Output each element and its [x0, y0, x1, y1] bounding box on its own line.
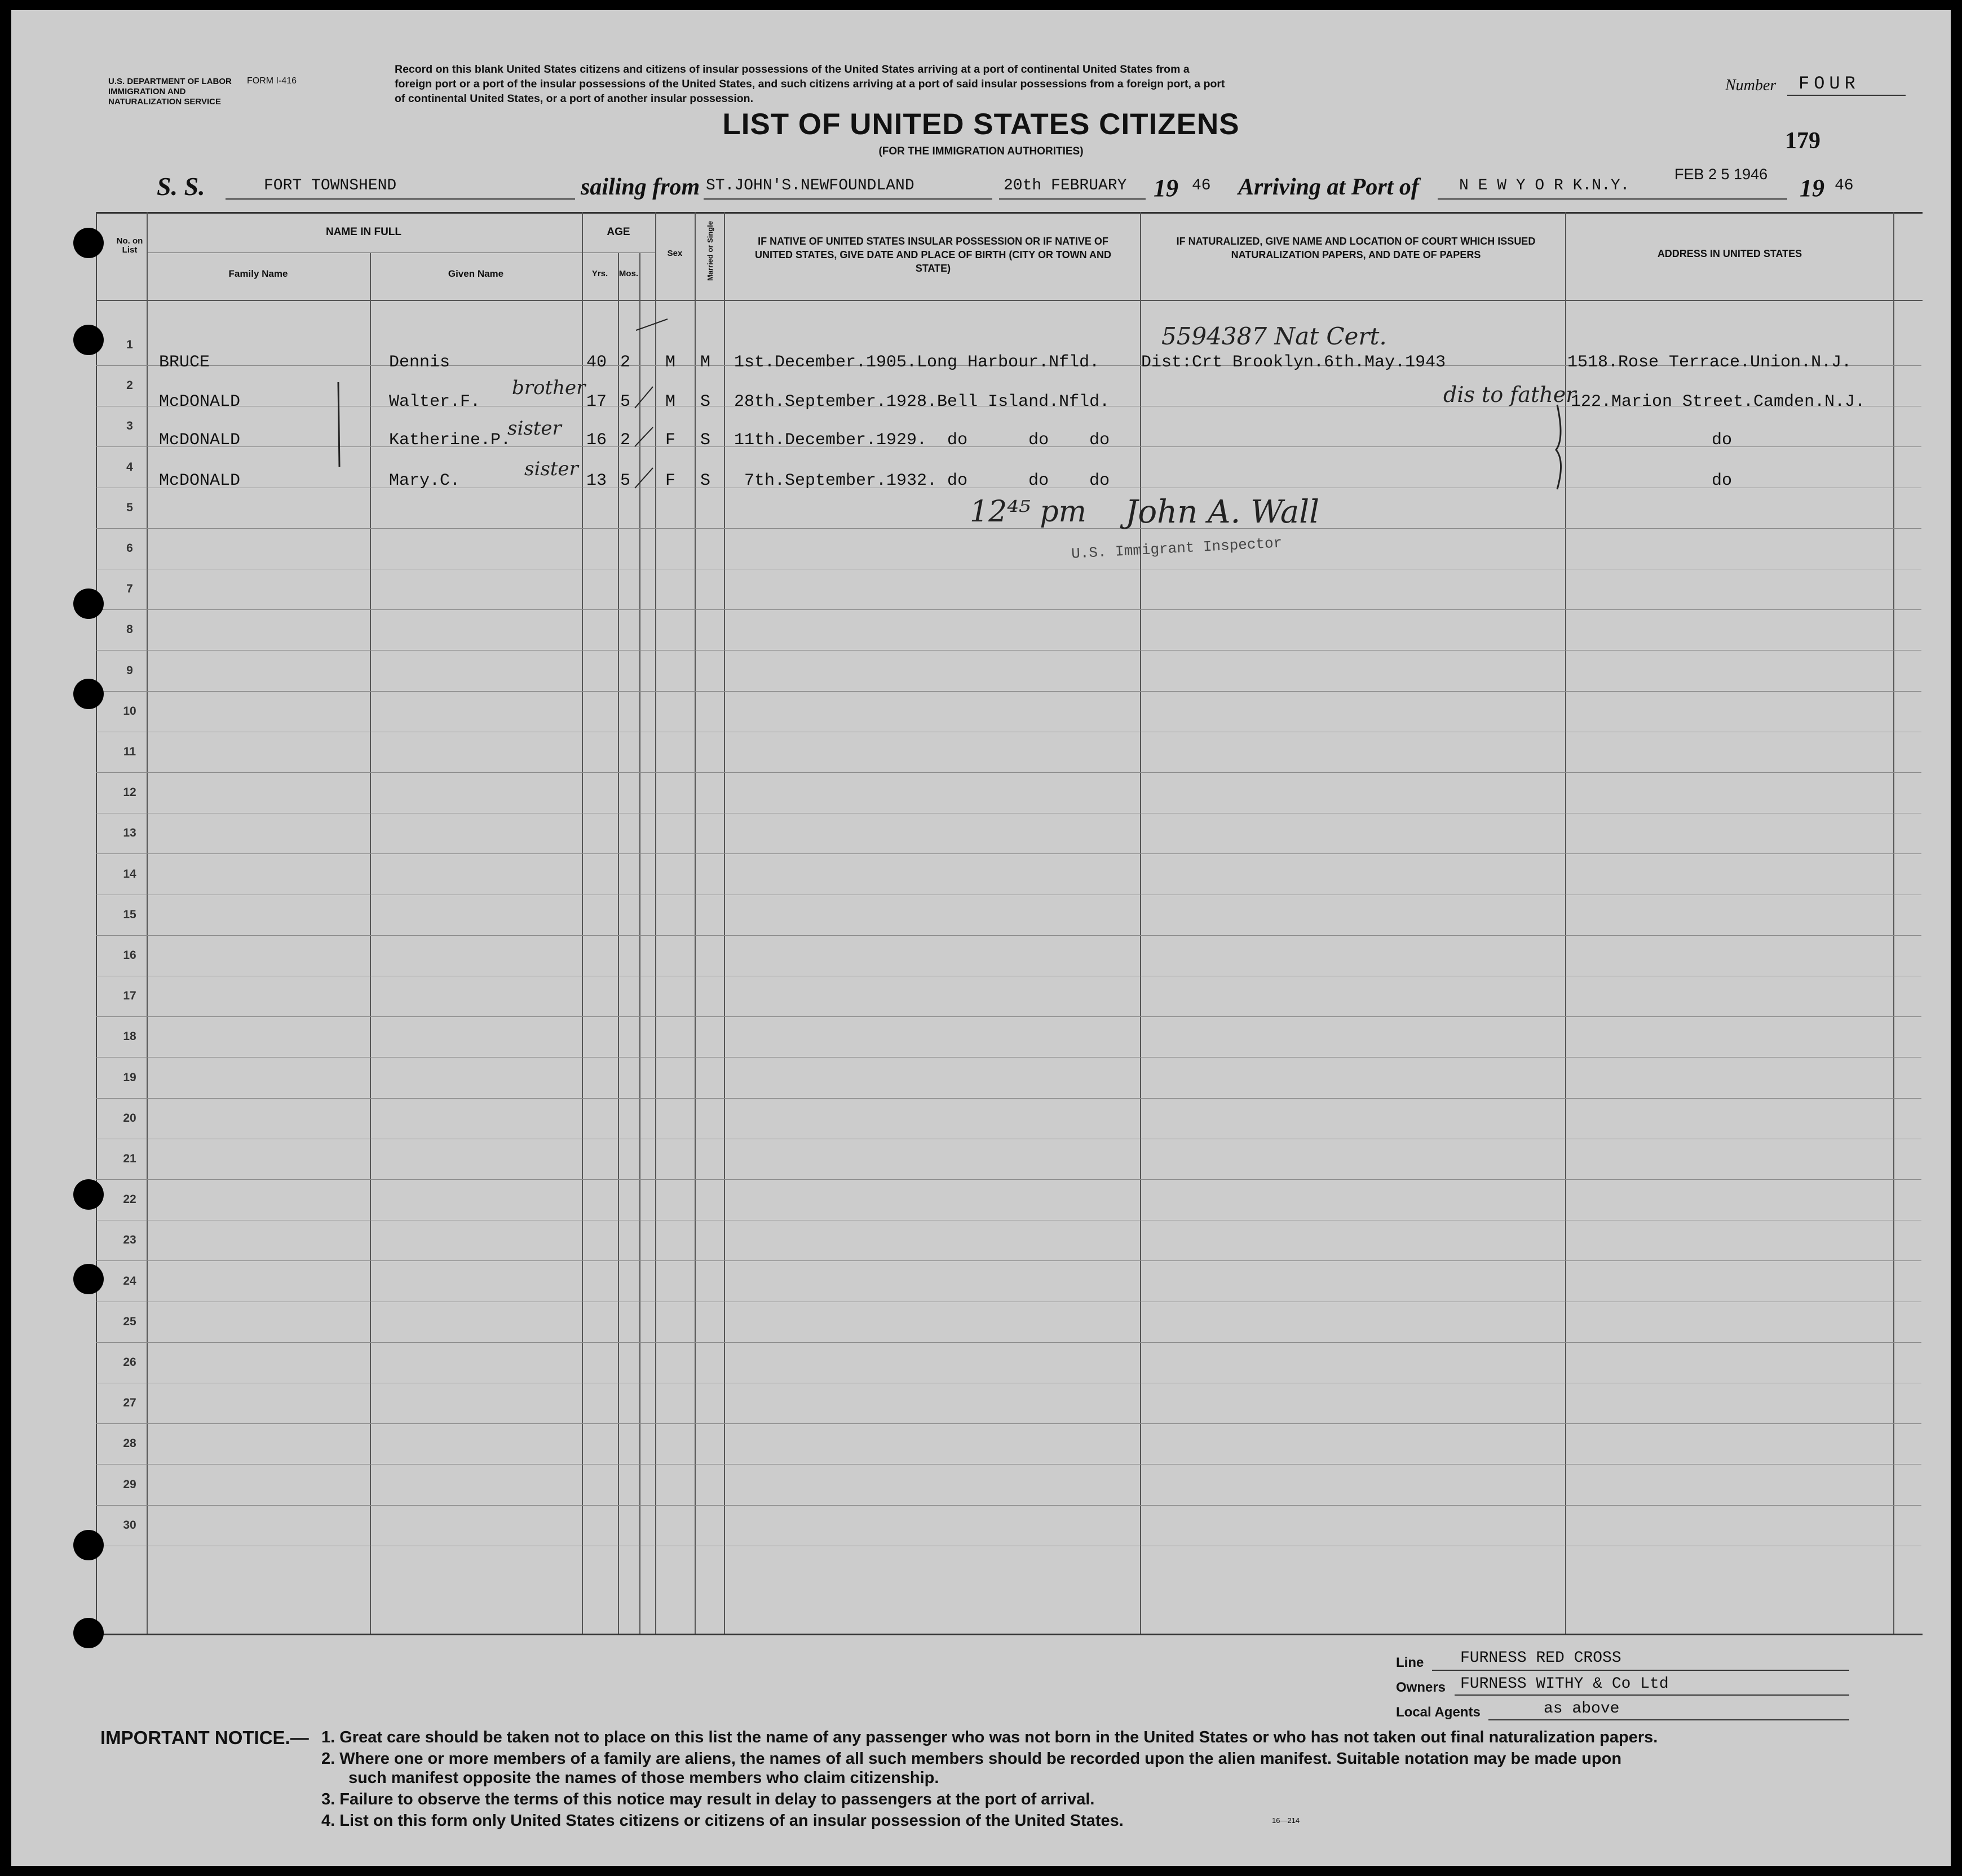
- age-months: 5: [620, 471, 631, 490]
- row-number: 15: [123, 908, 136, 921]
- header-address: ADDRESS IN UNITED STATES: [1657, 248, 1802, 259]
- line-label: Line: [1396, 1655, 1424, 1670]
- birth-details: 11th.December.1929. do do do: [734, 431, 1110, 450]
- arriving-label: Arriving at Port of: [1238, 174, 1419, 200]
- arrival-year-prefix: 19: [1800, 174, 1824, 202]
- marital-status: S: [700, 392, 711, 412]
- row-rule: [96, 1016, 1921, 1017]
- age-slash-4: [635, 468, 653, 488]
- notice-item-2-continued: such manifest opposite the names of those members who claim citizenship.: [348, 1769, 939, 1787]
- number-label: Number: [1725, 77, 1777, 94]
- sex: F: [665, 431, 676, 450]
- sailing-label: sailing from: [581, 174, 700, 200]
- row-number: 14: [123, 867, 136, 881]
- instruction-line-1: Record on this blank United States citizens and citizens of insular possessions of the United States arriving at a port of continental United States from a: [395, 63, 1190, 76]
- table-bottom-border: [96, 1634, 1923, 1635]
- row-number: 8: [126, 623, 133, 636]
- family-name: McDONALD: [159, 392, 241, 412]
- instruction-line-2: foreign port or a port of the insular possessions of the United States, and such citizens arriving at a port of said insular possessions from a foreign port, a port: [395, 78, 1225, 90]
- punch-hole: [73, 1264, 104, 1294]
- row-rule: [96, 1260, 1921, 1261]
- row-number: 4: [126, 460, 133, 474]
- row-number: 27: [123, 1396, 136, 1410]
- us-address: do: [1712, 471, 1733, 490]
- naturalization-cert-note: 5594387 Nat Cert.: [1161, 322, 1387, 350]
- row-number: 18: [123, 1030, 136, 1043]
- row-number: 16: [123, 949, 136, 962]
- row-number: 21: [123, 1152, 136, 1165]
- row-number: 9: [126, 663, 133, 677]
- sex: M: [665, 353, 676, 372]
- agency-line-1: U.S. DEPARTMENT OF LABOR: [108, 77, 232, 86]
- row-number: 3: [126, 419, 133, 433]
- punch-hole: [73, 1618, 104, 1648]
- time-annotation: 12⁴⁵ pm: [970, 495, 1086, 529]
- family-name: McDONALD: [159, 471, 241, 490]
- pen-marks: [11, 10, 1951, 517]
- row-rule: [96, 935, 1921, 936]
- instruction-line-3: of continental United States, or a port of another insular possession.: [395, 92, 753, 105]
- header-sex: Sex: [667, 249, 683, 258]
- us-address: 122.Marion Street.Camden.N.J.: [1571, 392, 1866, 412]
- punch-hole: [73, 228, 104, 258]
- notice-item-4: 4. List on this form only United States citizens or citizens of an insular possession of the United States.: [321, 1812, 1124, 1830]
- header-married-or-single: Married or Single: [706, 220, 714, 281]
- manifest-page: [11, 10, 1951, 1866]
- age-slash-3: [635, 427, 653, 446]
- owners-value: FURNESS WITHY & Co Ltd: [1460, 1675, 1669, 1693]
- row-number: 11: [123, 745, 136, 758]
- page-number: 179: [1785, 128, 1820, 154]
- row-rule: [96, 1179, 1921, 1180]
- notice-item-3: 3. Failure to observe the terms of this notice may result in delay to passengers at the port of arrival.: [321, 1790, 1095, 1808]
- agency-line-3: NATURALIZATION SERVICE: [108, 97, 222, 107]
- row-number: 13: [123, 826, 136, 840]
- ss-label: S. S.: [157, 172, 205, 201]
- line-value: FURNESS RED CROSS: [1460, 1649, 1621, 1667]
- punch-hole: [73, 679, 104, 709]
- row-rule: [96, 1505, 1921, 1506]
- header-given-name: Given Name: [448, 268, 504, 279]
- given-name: Dennis: [389, 353, 450, 372]
- row-rule: [96, 1057, 1921, 1058]
- header-yrs: Yrs.: [591, 269, 608, 278]
- year-suffix: 46: [1192, 177, 1211, 194]
- row-rule: [96, 691, 1921, 692]
- agents-label: Local Agents: [1396, 1705, 1481, 1720]
- line-underline: [1432, 1670, 1849, 1671]
- marital-status: M: [700, 353, 711, 372]
- relation-note: brother: [512, 377, 586, 399]
- owners-label: Owners: [1396, 1680, 1446, 1695]
- naturalization-details: Dist:Crt Brooklyn.6th.May.1943: [1141, 353, 1446, 372]
- year-prefix: 19: [1154, 174, 1178, 202]
- brace-mark: [1556, 405, 1561, 489]
- punch-hole: [73, 1179, 104, 1210]
- relation-note: sister: [524, 458, 578, 480]
- row-number: 20: [123, 1111, 136, 1125]
- row-rule: [96, 1423, 1921, 1424]
- relation-note: sister: [507, 417, 562, 440]
- row-rule: [96, 609, 1921, 610]
- us-address: do: [1712, 431, 1733, 450]
- print-code: 16—214: [1272, 1816, 1300, 1825]
- age-years: 13: [586, 471, 607, 490]
- row-rule: [96, 1342, 1921, 1343]
- punch-hole: [73, 325, 104, 355]
- sex: M: [665, 392, 676, 412]
- row-number: 5: [126, 501, 133, 514]
- row-number: 23: [123, 1233, 136, 1247]
- given-name: Katherine.P.: [389, 431, 511, 450]
- punch-hole: [73, 589, 104, 619]
- row-number: 6: [126, 542, 133, 555]
- us-address: 1518.Rose Terrace.Union.N.J.: [1567, 353, 1852, 372]
- row-number: 10: [123, 704, 136, 718]
- inspector-signature: John A. Wall: [1125, 494, 1320, 530]
- page-subtitle: (FOR THE IMMIGRATION AUTHORITIES): [878, 145, 1084, 157]
- header-age: AGE: [607, 226, 630, 238]
- header-no-on-list: No. on List: [116, 236, 143, 255]
- row-number: 22: [123, 1193, 136, 1206]
- row-number: 7: [126, 582, 133, 596]
- marital-status: S: [700, 471, 711, 490]
- row-rule: [96, 1098, 1921, 1099]
- page-title: LIST OF UNITED STATES CITIZENS: [722, 108, 1240, 141]
- age-months: 2: [620, 353, 631, 372]
- header-birth: IF NATIVE OF UNITED STATES INSULAR POSSESSION OR IF NATIVE OF UNITED STATES, GIVE DATE AND PLACE OF BIRTH (CITY OR TOWN AND STATE): [754, 236, 1111, 274]
- row-number: 26: [123, 1356, 136, 1369]
- birth-details: 7th.September.1932. do do do: [734, 471, 1110, 490]
- birth-details: 28th.September.1928.Bell Island.Nfld.: [734, 392, 1110, 412]
- form-number: FORM I-416: [247, 76, 297, 86]
- number-value: FOUR: [1798, 73, 1860, 94]
- agents-underline: [1488, 1719, 1849, 1720]
- age-years: 40: [586, 353, 607, 372]
- row-number: 19: [123, 1070, 136, 1084]
- marital-status: S: [700, 431, 711, 450]
- agents-value: as above: [1544, 1700, 1620, 1718]
- departure-date: 20th FEBRUARY: [1004, 177, 1127, 194]
- header-naturalized: IF NATURALIZED, GIVE NAME AND LOCATION OF COURT WHICH ISSUED NATURALIZATION PAPERS, AND DATE OF PAPERS: [1176, 236, 1536, 260]
- given-name: Mary.C.: [389, 471, 461, 490]
- row-number: 1: [126, 338, 133, 351]
- age-years: 17: [586, 392, 607, 412]
- arrival-stamp: FEB 2 5 1946: [1674, 166, 1768, 183]
- row-number: 24: [123, 1274, 136, 1287]
- row-number: 28: [123, 1437, 136, 1450]
- notice-item-1: 1. Great care should be taken not to place on this list the name of any passenger who was not born in the United States or who has not taken out final naturalization papers.: [321, 1728, 1658, 1746]
- family-name: McDONALD: [159, 431, 241, 450]
- relation-annotation: dis to father: [1443, 382, 1576, 407]
- departure-port: ST.JOHN'S.NEWFOUNDLAND: [706, 177, 914, 194]
- age-slash-2: [635, 387, 653, 408]
- row-number: 12: [123, 786, 136, 799]
- age-slash-1: [636, 319, 668, 330]
- header-mos: Mos.: [618, 269, 639, 278]
- row-rule: [96, 650, 1921, 651]
- agency-line-2: IMMIGRATION AND: [108, 87, 186, 96]
- row-rule: [96, 772, 1921, 773]
- punch-hole: [73, 1530, 104, 1560]
- age-months: 2: [620, 431, 631, 450]
- row-number: 29: [123, 1477, 136, 1491]
- header-family-name: Family Name: [228, 268, 288, 279]
- sex: F: [665, 471, 676, 490]
- given-name: Walter.F.: [389, 392, 481, 412]
- family-name: BRUCE: [159, 353, 210, 372]
- arrival-year-suffix: 46: [1835, 177, 1854, 194]
- birth-details: 1st.December.1905.Long Harbour.Nfld.: [734, 353, 1100, 372]
- bracket-line: [338, 382, 339, 467]
- ship-name: FORT TOWNSHEND: [264, 177, 397, 194]
- arrival-port: N E W Y O R K.N.Y.: [1459, 177, 1630, 194]
- row-rule: [96, 853, 1921, 854]
- age-months: 5: [620, 392, 631, 412]
- owners-underline: [1455, 1694, 1849, 1696]
- header-name-in-full: NAME IN FULL: [325, 226, 402, 238]
- inspector-title: U.S. Immigrant Inspector: [1071, 534, 1283, 563]
- age-years: 16: [586, 431, 607, 450]
- notice-title: IMPORTANT NOTICE.—: [100, 1727, 309, 1748]
- row-number: 17: [123, 989, 136, 1003]
- row-number: 30: [123, 1518, 136, 1532]
- row-number: 2: [126, 379, 133, 392]
- notice-item-2: 2. Where one or more members of a family are aliens, the names of all such members should be recorded upon the alien manifest. Suitable notation may be made upon: [321, 1750, 1622, 1768]
- row-number: 25: [123, 1315, 136, 1328]
